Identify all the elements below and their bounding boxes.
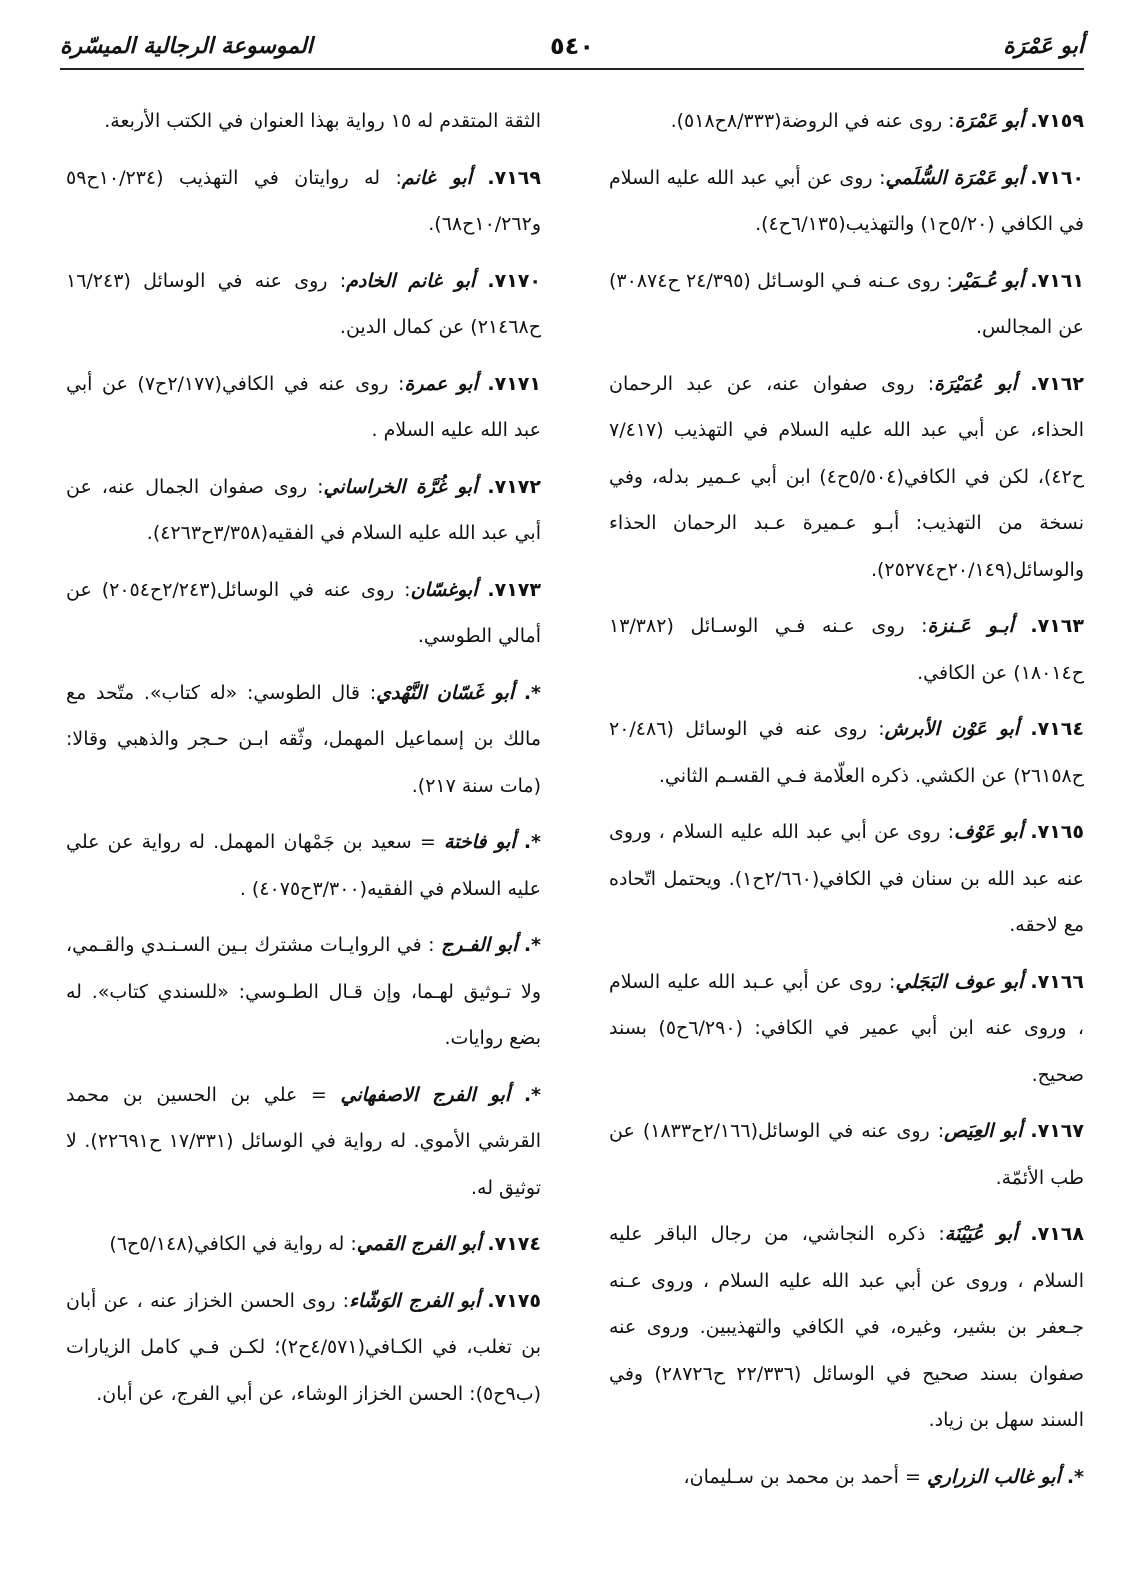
entry-text: : روى عـنه فـي الوسـائل (٢٤/٣٩٥ ح٣٠٨٧٤) عن المجالس.: [609, 269, 1084, 338]
entry: [609, 809, 1084, 949]
entry-text: : روى عن أبي عبد الله عليه السلام في الكافي (٥/٢٠ح١) والتهذيب(٦/١٣٥ح٤).: [609, 166, 1084, 235]
entry-number: ٧١٧١.: [487, 372, 541, 395]
entry-text: : روى عنه في الوسائل(٢/٢٤٣ح٢٠٥٤) عن أمالي الطوسي.: [66, 578, 541, 647]
entry-text: = سعيد بن جَمْهان المهمل. له رواية عن علي عليه السلام في الفقيه(٣/٣٠٠ح٤٠٧٥) .: [66, 831, 541, 900]
narrator-name: أبو عُيَيْنَة: [944, 1223, 1018, 1245]
entry-number: *.: [1066, 1465, 1084, 1488]
entry-text: : في الروايـات مشترك بـين السـنـدي والقـمي، ولا تـوثيق لهـما، وإن قـال الطـوسي: «للسندي كتاب». له بضع روايات.: [66, 934, 541, 1049]
entry: [66, 567, 541, 660]
entry-text: : روى عنه في الكافي(٢/١٧٧ح٧) عن أبي عبد الله عليه السلام .: [66, 372, 541, 441]
narrator-name: أبو فاختة: [443, 831, 516, 853]
running-head-left: الموسوعة الرجالية الميسّرة: [60, 34, 313, 59]
entry: [609, 603, 1084, 696]
entry: [609, 1108, 1084, 1201]
entry-number: ٧١٧٣.: [487, 578, 541, 601]
entry-text: : له رواية في الكافي(٥/١٤٨ح٦): [109, 1233, 357, 1255]
entry: [66, 464, 541, 557]
narrator-name: أبو غانم الخادم: [346, 269, 476, 292]
narrator-name: أبو غانم: [401, 166, 472, 189]
entry: [66, 155, 541, 248]
narrator-name: أبو عُـمَيْر: [952, 269, 1025, 292]
entry-number: ٧١٦٣.: [1030, 615, 1084, 637]
entry-number: ٧١٦٧.: [1030, 1120, 1084, 1142]
entry: [609, 361, 1084, 594]
narrator-name: أبوغسّان: [410, 578, 478, 601]
entry-text: : روى عنه في الوسائل(٢/١٦٦ح١٨٣٣) عن طب الأئمّة.: [609, 1120, 1084, 1189]
entry: [66, 1221, 541, 1268]
entry-number: ٧١٥٩.: [1030, 110, 1084, 132]
entry-text: : روى عنه في الوسائل (١٦/٢٤٣ ح٢١٤٦٨) عن كمال الدين.: [66, 269, 541, 338]
entry-number: *.: [523, 1083, 541, 1106]
entry-text: = أحمد بن محمد بن سـليمان،: [683, 1465, 927, 1488]
entry-number: ٧١٦١.: [1030, 269, 1084, 292]
entry: [609, 1454, 1084, 1501]
narrator-name: أبو الفرج الاصفهاني: [340, 1083, 511, 1106]
entry: [66, 1278, 541, 1418]
entry-number: *.: [523, 934, 541, 956]
entry-number: ٧١٧٢.: [487, 475, 541, 498]
narrator-name: أبو غالب الزراري: [926, 1465, 1061, 1488]
entry-text: : روى صفوان عنه، عن عبد الرحمان الحذاء، عن أبي عبد الله عليه السلام في التهذيب (٧/٤١٧ ح٤٢)، لكن في الكافي(٥/٥٠٤ح٤) ابن أبي عـمير بدله، وفي نسخة من التهذيب: أبـو عـميرة عـبد الرحمان الحذاء والوسائل(٢٠/١٤٩ح٢٥٢٧٤).: [609, 372, 1084, 581]
entry-number: ٧١٦٤.: [1030, 718, 1084, 740]
narrator-name: أبو عَمْرَة: [954, 110, 1025, 132]
left-column: [66, 98, 541, 1427]
entry: [609, 98, 1084, 145]
narrator-name: أبو عَوْف: [954, 821, 1024, 843]
entry-text: : له روايتان في التهذيب (١٠/٢٣٤ح٥٩ و١٠/٢٦٢ح٦٨).: [66, 166, 541, 235]
narrator-name: أبو غَسّان النَّهْدي: [376, 681, 515, 704]
entry: [66, 670, 541, 810]
entry: [609, 706, 1084, 799]
narrator-name: أبو الفرج القمي: [356, 1233, 482, 1255]
entry-text: الثقة المتقدم له ١٥ رواية بهذا العنوان في الكتب الأربعة.: [104, 110, 541, 132]
entry-number: *.: [523, 681, 541, 704]
right-column: [609, 98, 1084, 1510]
entry-text: = علي بن الحسين بن محمد القرشي الأموي. له رواية في الوسائل (١٧/٣٣١ ح٢٢٦٩١). لا توثيق له.: [66, 1083, 542, 1199]
narrator-name: أبو عُمَيْرَة: [934, 372, 1017, 395]
narrator-name: أبو العِيَص: [944, 1120, 1023, 1142]
entry-number: ٧١٦٠.: [1030, 166, 1085, 189]
entry: [66, 258, 541, 351]
entry: [66, 819, 541, 912]
entry-text: : روى عن أبي عبد الله عليه السلام ، وروى عنه عبد الله بن سنان في الكافي(٢/٦٦٠ح١). ويحتمل اتّحاده مع لاحقه.: [609, 821, 1084, 936]
entry: [609, 1211, 1084, 1444]
entry-text: : ذكره النجاشي، من رجال الباقر عليه السلام ، وروى عن أبي عبد الله عليه السلام ، وروى عـنه جـعفر بن بشير، وغيره، في الكافي والتهذيبين. وروى عنه صفوان بسند صحيح في الوسائل (٢٢/٣٣٦ ح٢٨٧٢٦) وفي السند سهل بن زياد.: [609, 1223, 1084, 1431]
entry-text: : روى عـنه فـي الوسـائل (١٣/٣٨٢ ح١٨٠١٤) عن الكافي.: [609, 615, 1084, 684]
narrator-name: أبو عوف البَجَلي: [895, 970, 1024, 993]
entry-number: ٧١٧٤.: [487, 1233, 541, 1255]
entry: [609, 959, 1084, 1099]
entry-number: ٧١٦٩.: [487, 166, 541, 189]
narrator-name: أبو الفرج الوَشّاء: [349, 1289, 481, 1312]
entry: [66, 1072, 541, 1212]
narrator-name: أبو عمرة: [404, 372, 478, 395]
entry-number: ٧١٦٦.: [1030, 970, 1084, 993]
entry-number: ٧١٧٥.: [487, 1289, 541, 1312]
running-head-right: أبو عَمْرَة: [1003, 34, 1084, 59]
entry-number: *.: [523, 831, 541, 853]
entry-number: ٧١٦٨.: [1030, 1223, 1084, 1245]
entry-text: : قال الطوسي: «له كتاب». متّحد مع مالك بن إسماعيل المهمل، وثّقه ابـن حـجر والذهبي وقالا: (مات سنة ٢١٧).: [66, 681, 541, 797]
entry-text: : روى عن أبي عـبد الله عليه السلام ، وروى عنه ابن أبي عمير في الكافي: (٦/٢٩٠ح٥) بسند صحيح.: [609, 970, 1084, 1086]
entry: [609, 258, 1084, 351]
entry-number: ٧١٧٠.: [487, 269, 541, 292]
page-header: [60, 28, 1084, 70]
entry: [609, 155, 1084, 248]
narrator-name: أبو غُرَّة الخراساني: [323, 475, 478, 498]
entry: [66, 922, 541, 1062]
entry: [66, 98, 541, 145]
entry-text: : روى عنه في الروضة(٨/٣٣٣ح٥١٨).: [670, 110, 955, 132]
entry-number: ٧١٦٢.: [1030, 372, 1084, 395]
narrator-name: أبو عَوْن الأبرش: [884, 718, 1020, 740]
narrator-name: أبـو عَـنزة: [927, 615, 1014, 637]
entry: [66, 361, 541, 454]
narrator-name: أبو عَمْرَة السُّلَمي: [885, 166, 1024, 189]
narrator-name: أبو الفـرج: [441, 934, 518, 956]
entry-text: : روى الحسن الخزاز عنه ، عن أبان بن تغلب، في الكـافي(٤/٥٧١ح٢)؛ لكـن فـي كامل الزيارات (ب٩ح٥): الحسن الخزاز الوشاء، عن أبي الفرج، عن أبان.: [66, 1289, 542, 1405]
entry-text: : روى عنه في الوسائل (٢٠/٤٨٦ ح٢٦١٥٨) عن الكشي. ذكره العلّامة فـي القسـم الثاني.: [609, 718, 1084, 787]
entry-number: ٧١٦٥.: [1030, 821, 1084, 843]
entry-text: : روى صفوان الجمال عنه، عن أبي عبد الله عليه السلام في الفقيه(٣/٣٥٨ح٤٢٦٣).: [66, 475, 541, 544]
page-number: ٥٤٠: [550, 32, 594, 60]
